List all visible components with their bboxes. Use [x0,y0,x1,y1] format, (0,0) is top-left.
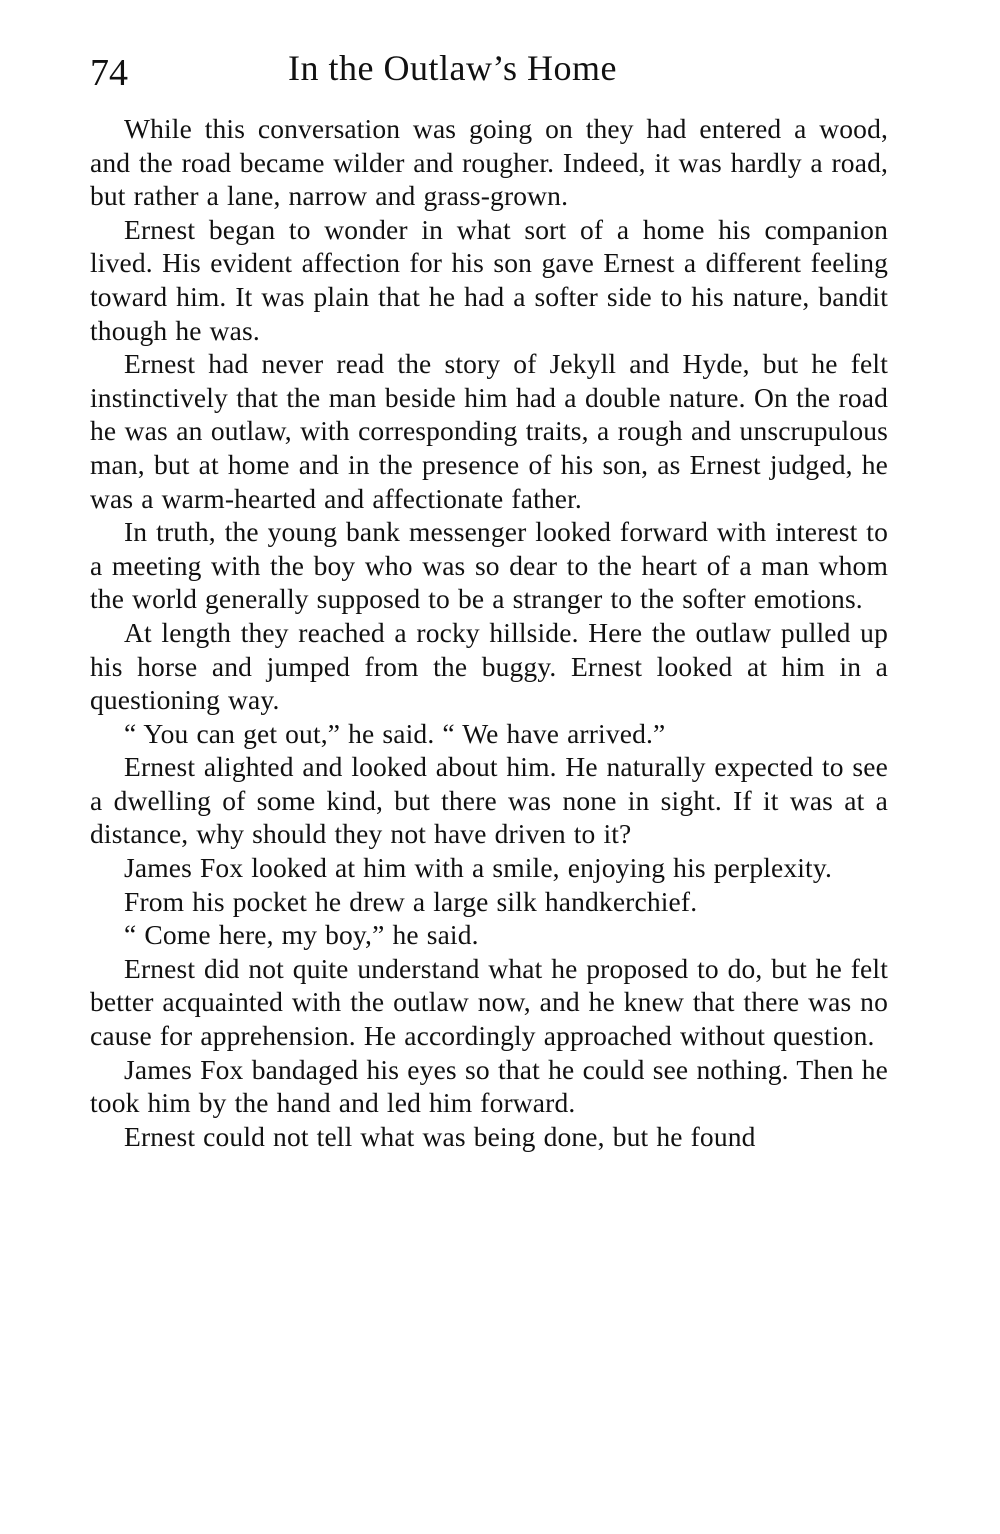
paragraph: Ernest did not quite understand what he proposed to do, but he felt better acquainted with the outlaw now, and he knew that there was no cause for apprehension. He accordingly approached without question. [90,952,888,1052]
paragraph: “ You can get out,” he said. “ We have arrived.” [124,717,666,749]
paragraph: From his pocket he drew a large silk handkerchief. [124,885,698,917]
paragraph: Ernest alighted and looked about him. He naturally expected to see a dwelling of some kind, but there was none in sight. If it was at a distance, why should they not have driven to it? [90,751,888,850]
paragraph: Ernest could not tell what was being done, but he found [124,1120,756,1152]
paragraph: James Fox bandaged his eyes so that he could see nothing. Then he took him by the hand and led him forward. [90,1053,888,1119]
paragraph: While this conversation was going on they had entered a wood, and the road became wilder and rougher. Indeed, it was hardly a road, but rather a lane, narrow and grass-grown. [90,113,888,212]
paragraph: “ Come here, my boy,” he said. [124,919,479,951]
page-number: 74 [90,52,128,94]
paragraph: Ernest began to wonder in what sort of a home his companion lived. His evident affection for his son gave Ernest a different feeling toward him. It was plain that he had a softer side to his nature, bandit though he was. [90,213,888,346]
page-header [90,44,890,104]
running-title: In the Outlaw’s Home [288,48,617,88]
paragraph: In truth, the young bank messenger looked forward with interest to a meeting with the boy who was so dear to the heart of a man whom the world generally supposed to be a stranger to the softer emotions. [90,516,888,615]
paragraph: At length they reached a rocky hillside. Here the outlaw pulled up his horse and jumped from the buggy. Ernest looked at him in a questioning way. [90,616,888,716]
paragraph: Ernest had never read the story of Jekyll and Hyde, but he felt instinctively that the man beside him had a double nature. On the road he was an outlaw, with corresponding traits, a rough and unscrupulous man, but at home and in the presence of his son, as Ernest judged, he was a warm-hearted and affectionate father. [90,348,888,514]
body-text [90,112,888,1153]
paragraph: James Fox looked at him with a smile, enjoying his perplexity. [124,852,832,884]
